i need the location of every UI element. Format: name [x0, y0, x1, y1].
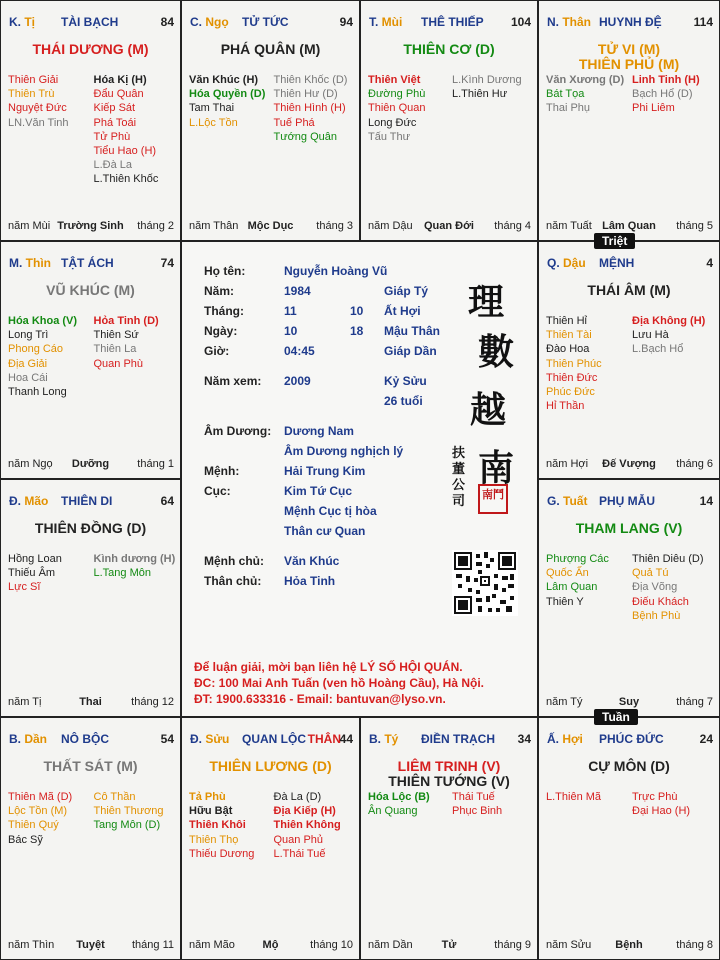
stars-left: [8, 314, 77, 399]
palace-year: năm Mão: [189, 939, 235, 951]
cuc-label: Cục:: [204, 484, 231, 498]
palace-number: 74: [160, 256, 174, 270]
life-stage: Mộ: [262, 939, 279, 951]
minor-star: Quả Tú: [632, 567, 669, 580]
stars-right: [94, 73, 159, 187]
palace-month: tháng 8: [676, 939, 713, 951]
stars-right: [94, 314, 159, 371]
palace-month: tháng 9: [494, 939, 531, 951]
life-stage: Tử: [441, 939, 457, 951]
minor-star: Tiểu Hao (H): [93, 145, 157, 158]
minor-star: Văn Xương (D): [546, 74, 625, 86]
minor-star: Phục Binh: [452, 805, 503, 818]
year-can: Giáp Tý: [384, 284, 429, 298]
minor-star: Hóa Lộc (B): [368, 791, 430, 803]
minor-star: L.Bạch Hổ: [632, 343, 684, 356]
main-star: THIÊN PHỦ (M): [578, 56, 680, 72]
minor-star: L.Thiên Mã: [546, 791, 602, 803]
palace-name: MỆNH: [599, 256, 635, 270]
palace-than[interactable]: [538, 0, 720, 241]
minor-star: Lưu Hà: [632, 329, 669, 342]
stars-right: [274, 790, 341, 861]
minor-star: Thiên Thọ: [189, 833, 239, 846]
life-stage: Dưỡng: [71, 458, 110, 470]
palace-month: tháng 12: [131, 696, 174, 708]
palace-name: TỬ TỨC: [242, 15, 289, 29]
minor-star: Thiên Khốc (D): [273, 74, 348, 86]
menh-chu-label: Mệnh chủ:: [204, 554, 264, 568]
minor-star: Địa Kiếp (H): [273, 805, 336, 818]
minor-star: Trực Phù: [632, 791, 678, 803]
palace-number: 114: [693, 15, 713, 29]
palace-name: TẬT ÁCH: [61, 256, 114, 270]
palace-tuat[interactable]: [538, 479, 720, 717]
palace-name: THIÊN DI: [61, 494, 113, 508]
palace-branch: B. Dần: [9, 732, 48, 746]
minor-star: Phá Toái: [93, 116, 137, 129]
hour-value: 04:45: [284, 344, 315, 358]
palace-name: HUYNH ĐỆ: [599, 15, 662, 29]
minor-star: Hồng Loan: [8, 553, 62, 565]
minor-star: Hỏa Tinh (D): [93, 315, 159, 327]
contact-address: ĐC: 100 Mai Anh Tuấn (ven hồ Hoàng Cầu), Hà Nội.: [194, 676, 485, 690]
minor-star: Thiên Quý: [8, 819, 59, 832]
minor-star: Bệnh Phù: [632, 609, 681, 622]
age-value: 26 tuổi: [384, 394, 423, 408]
minor-star: Lực Sĩ: [8, 581, 41, 594]
qr-code: [452, 550, 518, 616]
minor-star: Tuế Phá: [273, 116, 315, 129]
stars-left: [8, 552, 62, 595]
palace-year: năm Mùi: [8, 220, 51, 232]
palace-year: năm Tuất: [546, 220, 592, 232]
palace-branch: Ấ. Hợi: [547, 732, 583, 746]
minor-star: Hữu Bật: [189, 805, 233, 818]
palace-branch: G. Tuất: [547, 494, 588, 508]
red-seal: 南鬥: [478, 484, 508, 514]
minor-star: Phúc Đức: [546, 386, 595, 399]
stars-left: [368, 73, 425, 144]
main-star: THÁI ÂM (M): [587, 282, 671, 298]
minor-star: Long Trì: [8, 329, 49, 342]
palace-year: năm Dần: [368, 939, 413, 951]
minor-star: Tấu Thư: [368, 130, 411, 143]
palace-branch: N. Thân: [547, 15, 592, 29]
year-value: 1984: [284, 284, 311, 298]
palace-branch: M. Thìn: [9, 256, 51, 270]
palace-month: tháng 3: [316, 220, 353, 232]
view-year-label: Năm xem:: [204, 374, 262, 388]
day-solar: 10: [284, 324, 298, 338]
palace-year: năm Dậu: [368, 220, 413, 232]
day-label: Ngày:: [204, 324, 238, 338]
minor-star: Thanh Long: [8, 386, 67, 399]
palace-year: năm Sửu: [546, 939, 592, 951]
minor-star: Hóa Kị (H): [93, 74, 147, 86]
stars-right: [94, 790, 164, 833]
life-stage: Bệnh: [615, 939, 643, 951]
palace-number: 94: [339, 15, 353, 29]
life-stage: Quan Đới: [424, 220, 474, 232]
minor-star: Tử Phù: [93, 130, 131, 143]
palace-ngo[interactable]: [181, 0, 360, 241]
stars-right: [452, 73, 522, 101]
contact-phone-email[interactable]: ĐT: 1900.633316 - Email: bantuvan@lyso.vn.: [194, 692, 446, 706]
minor-star: L.Thiên Khốc: [93, 173, 159, 186]
minor-star: Địa Giải: [8, 357, 48, 370]
palace-month: tháng 5: [676, 220, 713, 232]
calligraphy-char-2: 數: [478, 331, 515, 373]
minor-star: Địa Võng: [632, 581, 678, 594]
than-cu-note: Thân cư Quan: [284, 524, 366, 538]
minor-star: Đường Phù: [368, 88, 426, 101]
minor-star: Hóa Khoa (V): [8, 315, 78, 327]
stars-left: [189, 73, 265, 130]
palace-number: 84: [160, 15, 174, 29]
minor-star: Thiên Quan: [368, 102, 426, 115]
day-lunar: 18: [350, 324, 364, 338]
stars-right: [452, 790, 502, 818]
stars-right: [632, 314, 705, 357]
minor-star: Thiên Diêu (D): [632, 553, 704, 565]
palace-hoi[interactable]: [538, 717, 720, 960]
minor-star: Thái Tuế: [452, 791, 495, 803]
calligraphy-side-text: 扶 董 公 司: [452, 446, 466, 509]
stars-right: [632, 552, 704, 623]
main-star: LIÊM TRINH (V): [397, 758, 501, 774]
month-lunar: 10: [350, 304, 364, 318]
menh-label: Mệnh:: [204, 464, 240, 478]
minor-star: Đại Hao (H): [632, 805, 691, 818]
minor-star: Thiên Hỉ: [546, 315, 587, 327]
minor-star: Tả Phù: [189, 791, 226, 803]
life-stage: Tuyệt: [76, 939, 105, 951]
palace-year: năm Thìn: [8, 939, 55, 951]
palace-ty[interactable]: [360, 717, 538, 960]
main-star: PHÁ QUÂN (M): [220, 41, 321, 57]
palace-branch: Q. Dậu: [547, 256, 586, 270]
palace-branch: Đ. Mão: [9, 494, 49, 508]
name-label: Họ tên:: [204, 264, 246, 278]
main-star: THAM LANG (V): [575, 520, 683, 536]
palace-year: năm Ngọ: [8, 458, 53, 470]
minor-star: Điếu Khách: [632, 595, 689, 608]
palace-branch: C. Ngọ: [190, 15, 229, 29]
palace-name: TÀI BẠCH: [61, 15, 119, 29]
life-stage: Đế Vượng: [602, 458, 656, 470]
palace-number: 24: [699, 732, 713, 746]
minor-star: Thiên Thương: [93, 805, 164, 818]
minor-star: Kiếp Sát: [93, 102, 136, 115]
stars-left: [189, 790, 254, 861]
main-star: THÁI DƯƠNG (M): [32, 41, 149, 57]
day-can: Mậu Thân: [384, 324, 440, 338]
palace-branch: B. Tý: [369, 732, 399, 746]
minor-star: Thiên Sứ: [93, 329, 139, 342]
stars-left: [546, 790, 601, 804]
stars-left: [546, 552, 609, 609]
minor-star: Địa Không (H): [632, 315, 706, 327]
month-solar: 11: [284, 304, 297, 318]
stars-right: [632, 73, 700, 116]
than-marker: THÂN: [307, 732, 341, 746]
minor-star: Đào Hoa: [546, 343, 590, 356]
palace-number: 54: [160, 732, 174, 746]
main-star: THIÊN ĐỒNG (D): [34, 520, 147, 536]
life-stage: Suy: [618, 696, 640, 708]
palace-year: năm Tị: [8, 696, 42, 708]
than-chu-label: Thân chủ:: [204, 574, 262, 588]
center-info-panel: [181, 241, 538, 717]
palace-number: 104: [510, 15, 531, 29]
cuc-note: Mệnh Cục tị hòa: [284, 504, 377, 518]
palace-name: ĐIỀN TRẠCH: [421, 732, 495, 746]
minor-star: Thiên Hư (D): [273, 88, 338, 101]
main-star: THẤT SÁT (M): [43, 758, 138, 774]
palace-branch: K. Tị: [9, 15, 36, 29]
palace-ti[interactable]: [0, 0, 181, 241]
palace-name: PHÚC ĐỨC: [599, 732, 664, 746]
palace-number: 4: [706, 256, 713, 270]
palace-branch: Đ. Sửu: [190, 732, 230, 746]
palace-number: 14: [699, 494, 713, 508]
minor-star: Phong Cáo: [8, 343, 64, 356]
palace-month: tháng 6: [676, 458, 713, 470]
minor-star: Long Đức: [368, 116, 417, 129]
minor-star: L.Kình Dương: [452, 74, 522, 86]
palace-branch: T. Mùi: [369, 15, 403, 29]
stars-left: [546, 314, 602, 413]
contact-line-1: Để luận giải, mời bạn liên hệ LÝ SỐ HỘI QUÁN.: [194, 660, 463, 674]
minor-star: Thiên Mã (D): [8, 791, 73, 803]
minor-star: Cô Thần: [93, 791, 136, 803]
amduong-label: Âm Dương:: [204, 424, 272, 438]
amduong-note: Âm Dương nghịch lý: [284, 444, 404, 458]
palace-year: năm Thân: [189, 220, 239, 232]
stars-right: [274, 73, 348, 144]
minor-star: L.Tang Môn: [93, 567, 151, 580]
palace-thin[interactable]: [0, 241, 181, 479]
stars-right: [632, 790, 690, 818]
minor-star: Tam Thai: [189, 102, 235, 115]
palace-month: tháng 1: [137, 458, 174, 470]
palace-mui[interactable]: [360, 0, 538, 241]
stars-right: [94, 552, 176, 580]
minor-star: Thiên Không: [273, 819, 341, 832]
tuan-badge: Tuần: [594, 709, 638, 725]
main-star: THIÊN LƯƠNG (D): [209, 758, 332, 774]
minor-star: Lộc Tồn (M): [8, 805, 68, 818]
main-star: THIÊN TƯỚNG (V): [388, 773, 510, 789]
minor-star: Thiên Đức: [546, 371, 598, 384]
minor-star: Thiên Tài: [546, 329, 592, 342]
palace-year: năm Tý: [546, 696, 583, 708]
amduong-value: Dương Nam: [284, 424, 354, 438]
minor-star: Hỉ Thần: [546, 400, 585, 413]
palace-month: tháng 11: [131, 939, 174, 951]
stars-left: [368, 790, 430, 818]
life-stage: Trường Sinh: [57, 220, 124, 232]
palace-number: 64: [160, 494, 174, 508]
minor-star: Hoa Cái: [8, 371, 48, 384]
minor-star: Quốc Ấn: [546, 567, 589, 580]
main-star: VŨ KHÚC (M): [46, 282, 135, 298]
minor-star: Phi Liêm: [632, 102, 675, 115]
month-can: Ất Hợi: [384, 304, 421, 318]
main-star: CỰ MÔN (D): [588, 758, 670, 774]
minor-star: Thiếu Dương: [189, 847, 255, 860]
palace-dau[interactable]: [538, 241, 720, 479]
minor-star: Thai Phụ: [546, 102, 591, 115]
calligraphy-char-1: 理: [468, 281, 505, 323]
minor-star: Linh Tinh (H): [632, 74, 700, 86]
palace-month: tháng 7: [676, 696, 713, 708]
year-label: Năm:: [204, 284, 235, 298]
main-star: THIÊN CƠ (D): [403, 41, 495, 57]
palace-month: tháng 2: [137, 220, 174, 232]
minor-star: Lâm Quan: [546, 581, 598, 594]
minor-star: Bác Sỹ: [8, 833, 43, 846]
calligraphy-char-3: 越: [470, 389, 507, 431]
stars-left: [546, 73, 624, 116]
view-year-value: 2009: [284, 374, 311, 388]
minor-star: Thiên Việt: [368, 74, 421, 86]
minor-star: Ân Quang: [368, 805, 418, 818]
palace-month: tháng 4: [494, 220, 531, 232]
stars-left: [8, 790, 72, 847]
minor-star: Tang Môn (D): [93, 819, 161, 832]
minor-star: Phượng Các: [546, 553, 609, 565]
palace-year: năm Hợi: [546, 458, 589, 470]
minor-star: Thiếu Âm: [8, 567, 56, 580]
minor-star: Bạch Hổ (D): [632, 88, 693, 101]
palace-name: PHỤ MẪU: [599, 494, 655, 508]
minor-star: Bát Tọa: [546, 88, 585, 101]
minor-star: LN.Văn Tinh: [8, 116, 69, 129]
palace-number: 44: [339, 732, 353, 746]
minor-star: Đà La (D): [273, 791, 322, 803]
life-stage: Mộc Dục: [247, 220, 294, 232]
palace-number: 34: [517, 732, 531, 746]
minor-star: Quan Phủ: [273, 833, 324, 846]
view-year-can: Kỷ Sửu: [384, 374, 427, 388]
calligraphy-char-4: 南: [478, 447, 515, 489]
menh-value: Hải Trung Kim: [284, 464, 366, 478]
minor-star: Hóa Quyền (D): [189, 88, 266, 101]
minor-star: Thiên Khôi: [189, 819, 246, 832]
name-value: Nguyễn Hoàng Vũ: [284, 264, 388, 278]
palace-suu[interactable]: [181, 717, 360, 960]
minor-star: L.Lộc Tồn: [189, 116, 238, 129]
minor-star: Kình dương (H): [93, 553, 176, 565]
stars-left: [8, 73, 69, 130]
minor-star: Thiên Phúc: [546, 357, 602, 370]
life-stage: Lâm Quan: [602, 220, 656, 232]
menh-chu-value: Văn Khúc: [284, 554, 340, 568]
minor-star: Nguyệt Đức: [8, 102, 67, 115]
palace-name: THÊ THIẾP: [421, 15, 484, 29]
minor-star: Văn Khúc (H): [189, 74, 259, 86]
minor-star: Quan Phù: [93, 357, 144, 370]
minor-star: Thiên Giải: [8, 74, 59, 86]
palace-mao[interactable]: [0, 479, 181, 717]
triet-badge: Triệt: [594, 233, 635, 249]
palace-name: NÔ BỘC: [61, 732, 109, 746]
hour-can: Giáp Dần: [384, 344, 437, 358]
cuc-value: Kim Tứ Cục: [284, 484, 353, 498]
minor-star: Thiên Hình (H): [273, 102, 346, 115]
life-stage: Thai: [79, 696, 102, 708]
minor-star: Đẩu Quân: [93, 88, 144, 101]
minor-star: L.Đà La: [93, 159, 133, 172]
palace-name: QUAN LỘC: [242, 732, 306, 746]
than-chu-value: Hỏa Tinh: [284, 574, 336, 588]
minor-star: Thiên Trù: [8, 88, 55, 101]
minor-star: L.Thái Tuế: [273, 847, 326, 860]
minor-star: L.Thiên Hư: [452, 88, 508, 101]
minor-star: Thiên Y: [546, 595, 584, 608]
hour-label: Giờ:: [204, 344, 230, 358]
minor-star: Thiên La: [93, 343, 137, 356]
minor-star: Tướng Quân: [273, 130, 337, 143]
main-star: TỬ VI (M): [597, 41, 661, 57]
palace-month: tháng 10: [310, 939, 353, 951]
palace-dan[interactable]: [0, 717, 181, 960]
month-label: Tháng:: [204, 304, 244, 318]
